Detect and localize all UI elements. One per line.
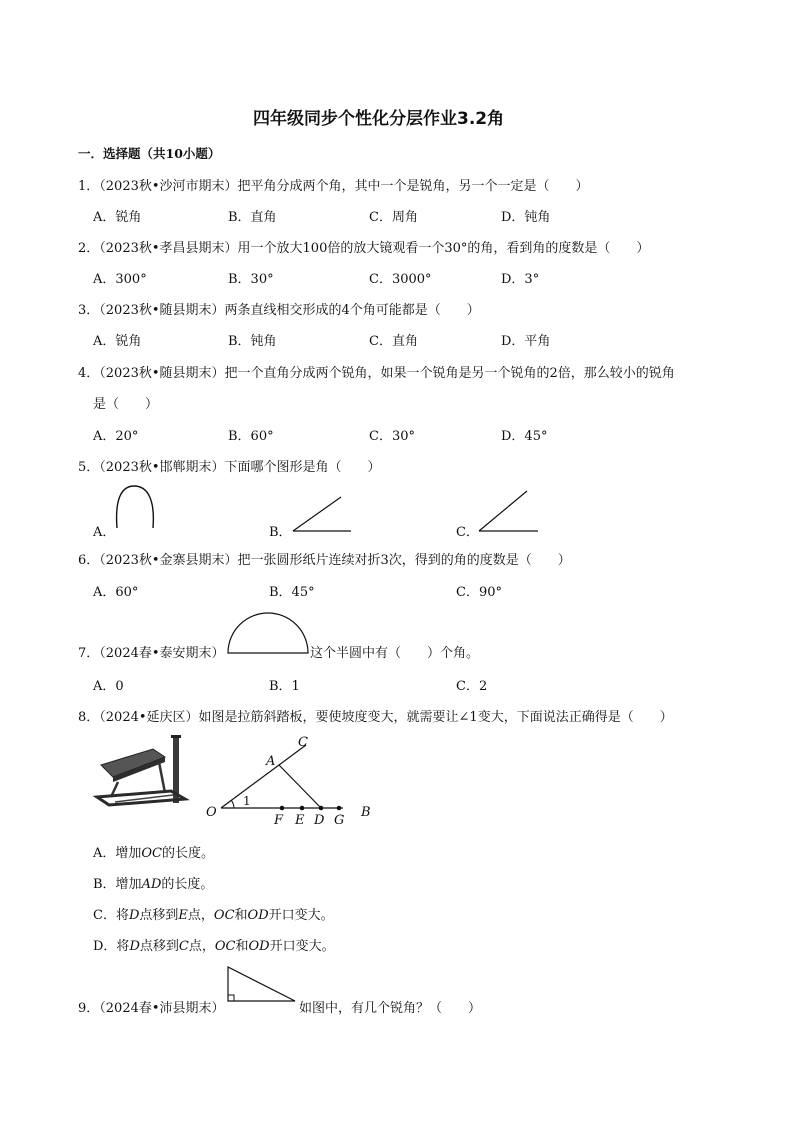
label-c: C xyxy=(298,735,308,750)
option-a[interactable]: A．增加OC的长度。 xyxy=(93,846,215,861)
option-a[interactable]: A．锐角 xyxy=(93,334,142,349)
option-b[interactable]: B．钝角 xyxy=(228,334,277,349)
label-e: E xyxy=(295,813,305,828)
label-b: B xyxy=(361,805,371,820)
right-triangle-figure xyxy=(226,965,298,1005)
label-f: F xyxy=(274,813,284,828)
angle-figure-c xyxy=(476,489,546,534)
question-text: （2023秋•孝昌县期末）用一个放大100倍的放大镜观看一个30°的角，看到角的度数是（ ） xyxy=(99,241,650,256)
option-c[interactable]: C． xyxy=(456,525,479,540)
option-a[interactable]: A．300° xyxy=(93,272,147,287)
label-a: A xyxy=(266,754,276,769)
question-number: 4． xyxy=(78,366,100,381)
option-a[interactable]: A． xyxy=(93,525,116,540)
option-a[interactable]: A．锐角 xyxy=(93,210,142,225)
label-d: D xyxy=(314,813,325,828)
option-c[interactable]: C．直角 xyxy=(369,334,418,349)
question-text: （2023秋•沙河市期末）把平角分成两个角，其中一个是锐角，另一个一定是（ ） xyxy=(99,179,589,194)
curved-shape-figure xyxy=(112,482,162,532)
stretch-board-image xyxy=(93,735,193,835)
option-b[interactable]: B．45° xyxy=(269,585,315,600)
question-4-continued: 是（ ） xyxy=(93,397,159,412)
option-d[interactable]: D．将D点移到C点，OC和OD开口变大。 xyxy=(93,939,335,954)
option-a[interactable]: A．0 xyxy=(93,679,124,694)
question-number: 3． xyxy=(78,303,100,318)
question-9-after: 如图中，有几个锐角？（ ） xyxy=(299,1001,482,1016)
option-d[interactable]: D．45° xyxy=(501,429,548,444)
question-number: 2． xyxy=(78,241,100,256)
option-c[interactable]: C．90° xyxy=(456,585,502,600)
question-4 xyxy=(78,362,675,381)
question-text: （2023秋•邯郸期末）下面哪个图形是角（ ） xyxy=(99,460,381,475)
option-c[interactable]: C．2 xyxy=(456,679,488,694)
option-d[interactable]: D．平角 xyxy=(501,334,551,349)
option-c[interactable]: C．将D点移到E点，OC和OD开口变大。 xyxy=(93,908,334,923)
option-b[interactable]: B．60° xyxy=(228,429,274,444)
option-c[interactable]: C．3000° xyxy=(369,272,432,287)
label-g: G xyxy=(334,813,345,828)
option-b[interactable]: B． xyxy=(269,525,292,540)
question-9 xyxy=(78,997,225,1016)
question-number: 8． xyxy=(78,710,100,725)
question-6 xyxy=(78,549,571,568)
question-number: 5． xyxy=(78,460,100,475)
question-text: （2024春•沛县期末） xyxy=(99,1001,225,1016)
question-text: （2024春•泰安期末） xyxy=(99,646,225,661)
question-5 xyxy=(78,456,381,475)
question-number: 6． xyxy=(78,553,100,568)
section-heading: 一．选择题（共10小题） xyxy=(78,146,221,161)
question-8 xyxy=(78,706,673,725)
question-3 xyxy=(78,299,480,318)
label-o: O xyxy=(206,805,217,820)
option-a[interactable]: A．60° xyxy=(93,585,139,600)
angle-geometry-figure xyxy=(200,733,380,833)
option-b[interactable]: B．1 xyxy=(269,679,300,694)
question-7 xyxy=(78,642,225,661)
option-a[interactable]: A．20° xyxy=(93,429,139,444)
question-7-after: 这个半圆中有（ ）个角。 xyxy=(310,646,480,661)
option-d[interactable]: D．3° xyxy=(501,272,540,287)
option-b[interactable]: B．30° xyxy=(228,272,274,287)
option-b[interactable]: B．增加AD的长度。 xyxy=(93,877,214,892)
question-text: （2023秋•随县期末）两条直线相交形成的4个角可能都是（ ） xyxy=(99,303,480,318)
question-number: 1． xyxy=(78,179,100,194)
question-text: （2023秋•随县期末）把一个直角分成两个锐角，如果一个锐角是另一个锐角的2倍，那么较小的锐角 xyxy=(99,366,675,381)
option-d[interactable]: D．钝角 xyxy=(501,210,551,225)
angle-figure-b xyxy=(290,494,360,534)
page-title: 四年级同步个性化分层作业3.2角 xyxy=(253,109,505,129)
option-c[interactable]: C．周角 xyxy=(369,210,418,225)
semicircle-figure xyxy=(226,611,310,657)
option-b[interactable]: B．直角 xyxy=(228,210,277,225)
question-text: （2024•延庆区）如图是拉筋斜踏板，要使坡度变大，就需要让∠1变大，下面说法正确得是（ ） xyxy=(99,710,673,725)
question-1 xyxy=(78,175,589,194)
question-2 xyxy=(78,237,649,256)
question-number: 9． xyxy=(78,1001,100,1016)
question-number: 7． xyxy=(78,646,100,661)
option-c[interactable]: C．30° xyxy=(369,429,415,444)
label-angle-1: 1 xyxy=(243,794,251,808)
question-text: （2023秋•金寨县期末）把一张圆形纸片连续对折3次，得到的角的度数是（ ） xyxy=(99,553,571,568)
